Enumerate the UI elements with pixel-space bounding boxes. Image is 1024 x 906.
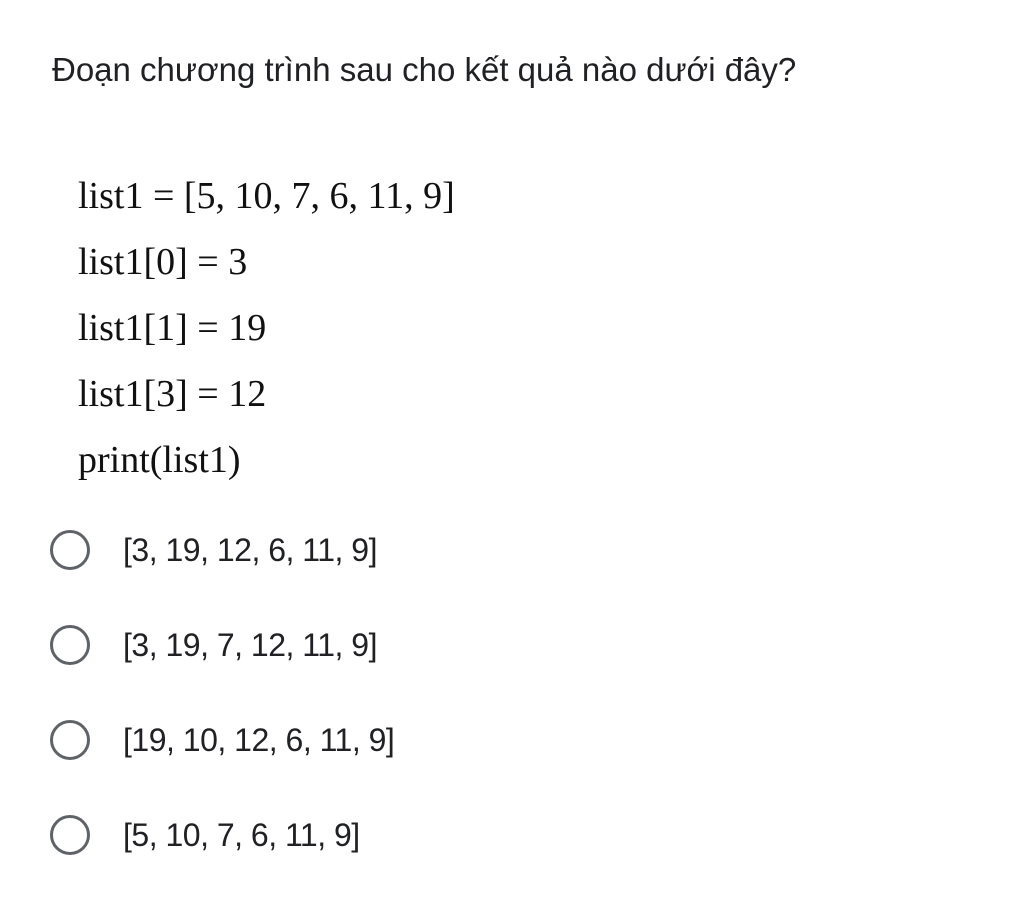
answer-option-label[interactable]: [3, 19, 7, 12, 11, 9] <box>123 626 377 663</box>
radio-button-icon[interactable] <box>50 625 90 665</box>
code-block <box>78 166 455 496</box>
answer-option-2[interactable] <box>50 621 394 669</box>
answer-option-1[interactable] <box>50 526 394 574</box>
question-title: Đoạn chương trình sau cho kết quả nào dưới đây? <box>52 51 797 88</box>
answer-option-label[interactable]: [5, 10, 7, 6, 11, 9] <box>123 816 360 853</box>
answer-options <box>50 526 394 906</box>
answer-option-label[interactable]: [3, 19, 12, 6, 11, 9] <box>123 531 377 568</box>
code-line: list1[1] = 19 <box>78 307 267 349</box>
code-line: list1[3] = 12 <box>78 373 267 415</box>
radio-button-icon[interactable] <box>50 815 90 855</box>
code-line: print(list1) <box>78 439 241 481</box>
answer-option-label[interactable]: [19, 10, 12, 6, 11, 9] <box>123 721 395 758</box>
radio-button-icon[interactable] <box>50 720 90 760</box>
radio-button-icon[interactable] <box>50 530 90 570</box>
code-line: list1 = [5, 10, 7, 6, 11, 9] <box>78 175 455 217</box>
answer-option-3[interactable] <box>50 716 394 764</box>
code-line: list1[0] = 3 <box>78 241 248 283</box>
answer-option-4[interactable] <box>50 811 394 859</box>
